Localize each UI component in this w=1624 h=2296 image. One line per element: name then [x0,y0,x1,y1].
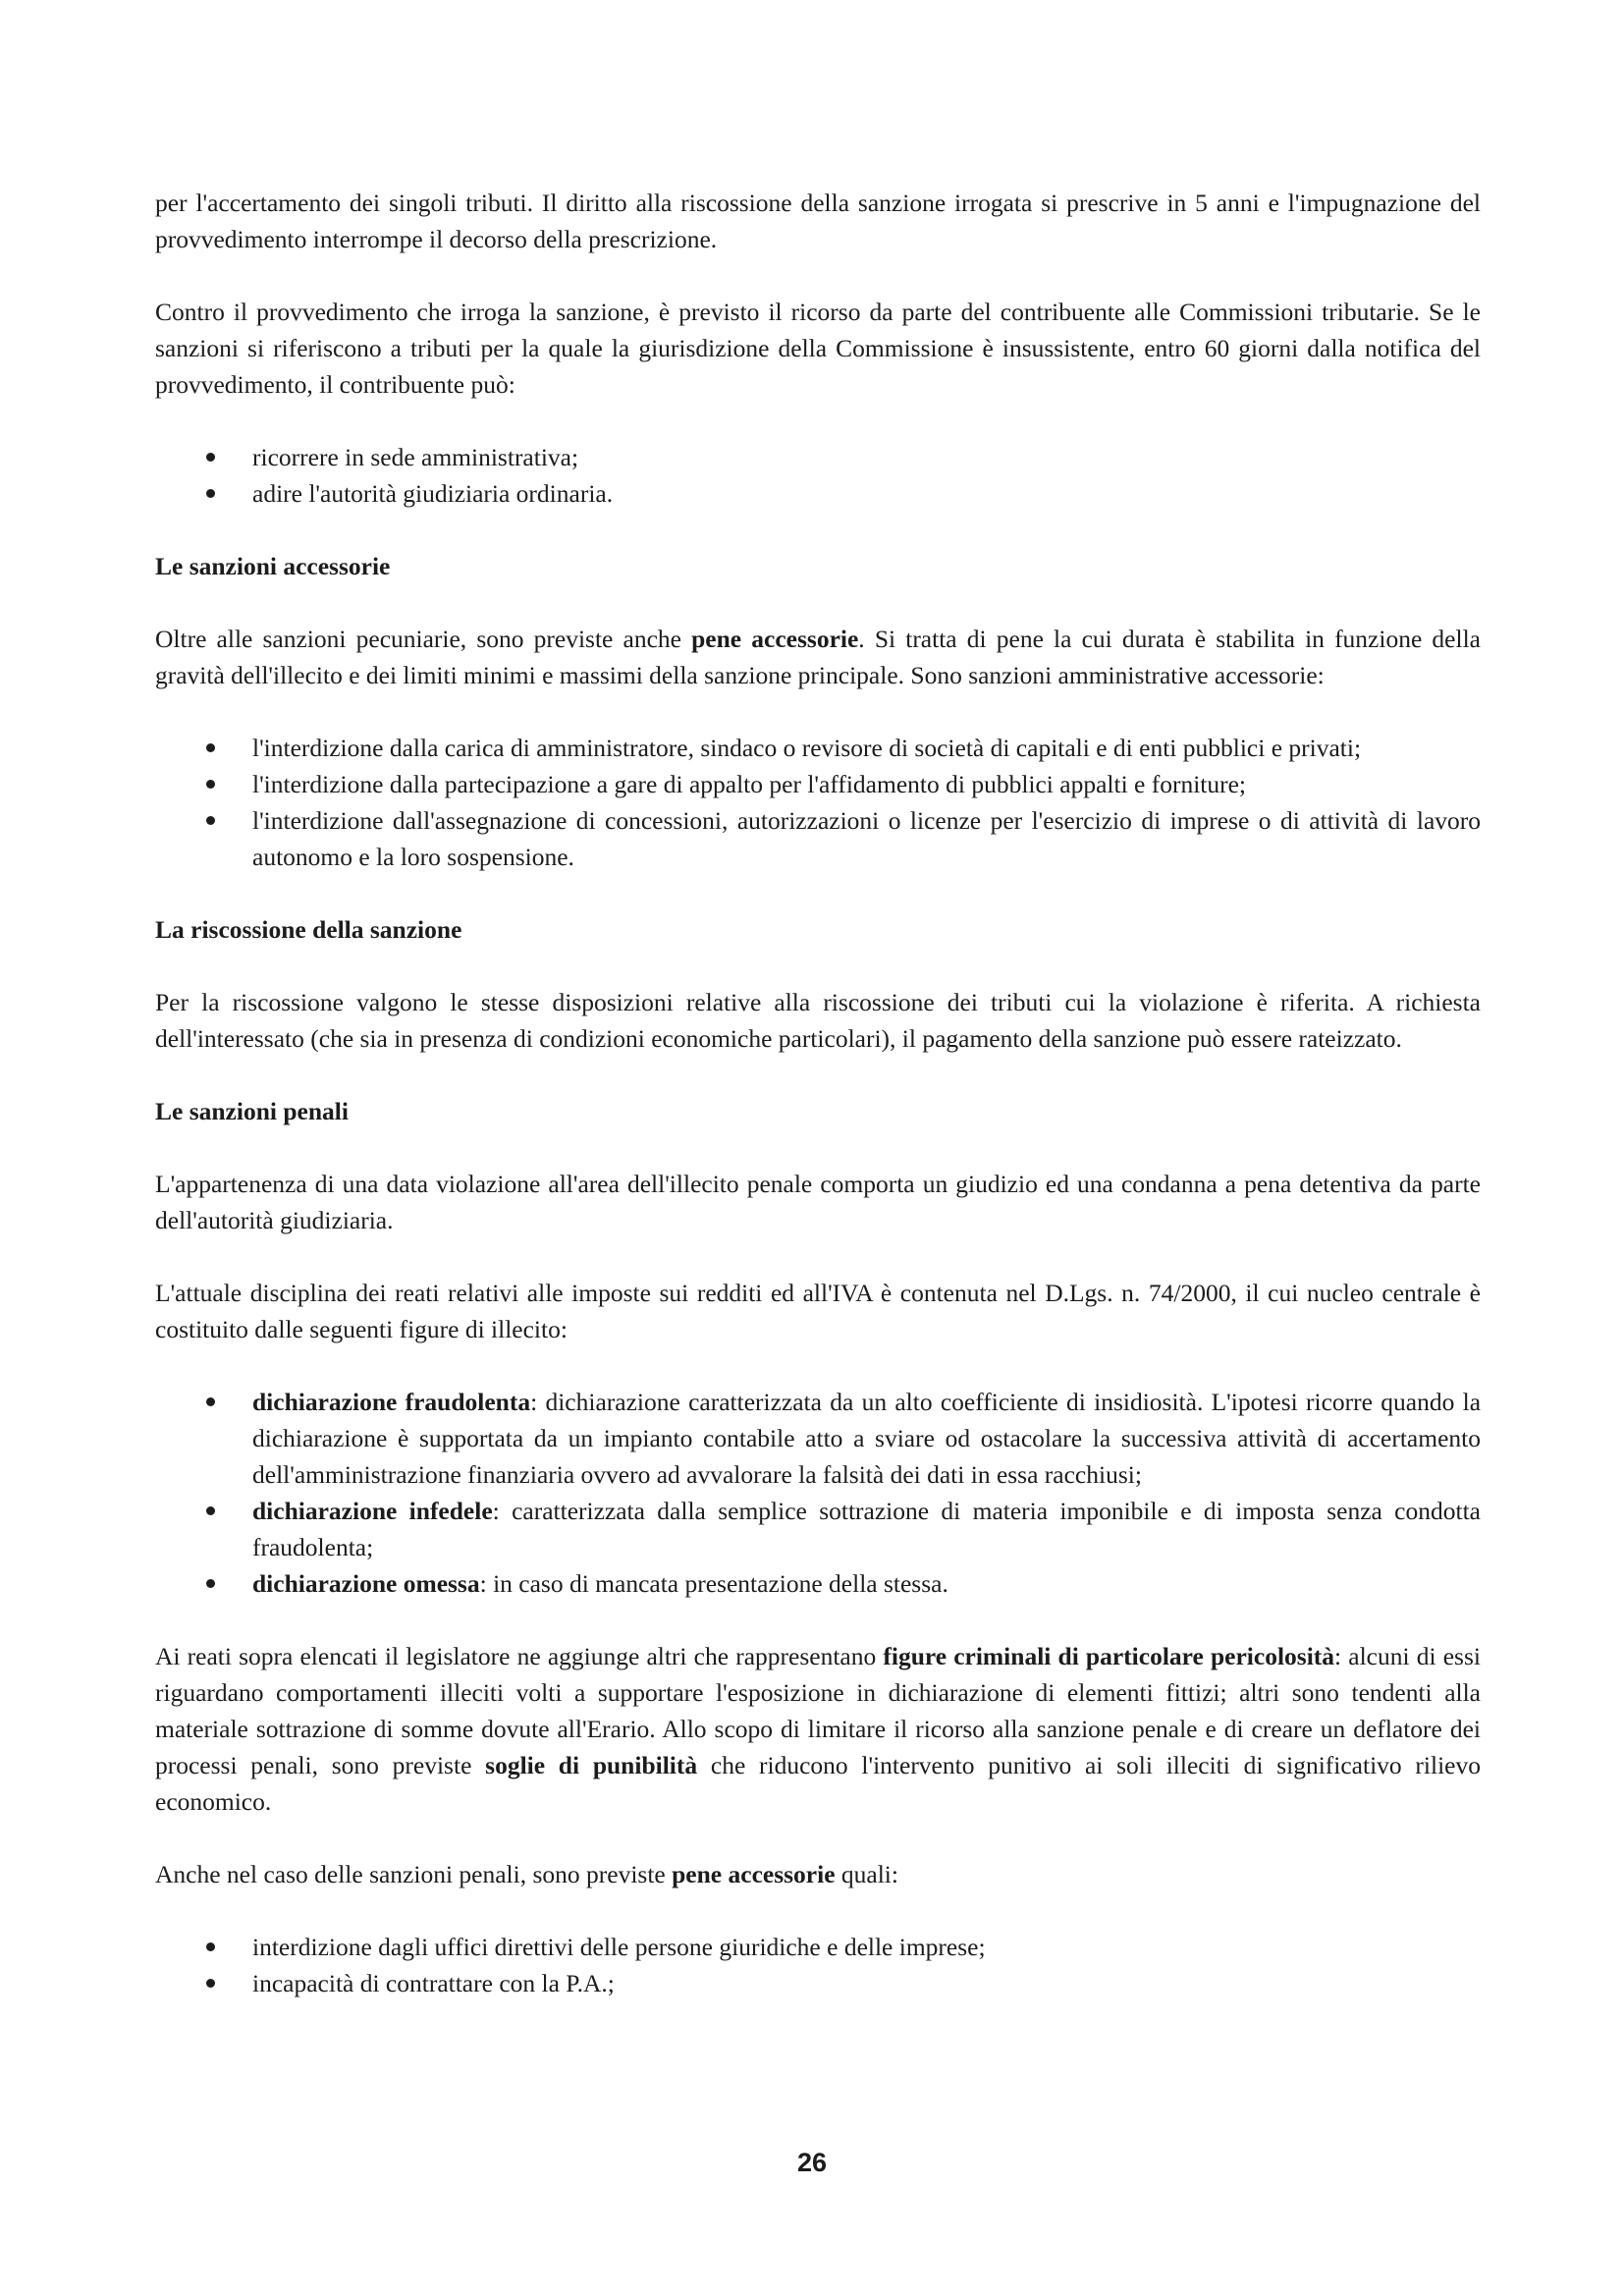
heading-riscossione: La riscossione della sanzione [155,915,462,944]
paragraph-disciplina-reati: L'attuale disciplina dei reati relativi alle imposte sui redditi ed all'IVA è contenuta nel D.Lgs. n. 74/2000, il cui nucleo centrale è costituito dalle seguenti figure di illecito: [155,1279,1481,1343]
list-item: interdizione dagli uffici direttivi delle persone giuridiche e delle imprese; [155,1929,1481,1965]
document-page [155,185,1481,2038]
list-ricorso-options [155,439,1481,512]
paragraph-prescrizione: per l'accertamento dei singoli tributi. Il diritto alla riscossione della sanzione irrogata si prescrive in 5 anni e l'impugnazione del provvedimento interrompe il decorso della prescrizione. [155,189,1481,253]
paragraph-riscossione: Per la riscossione valgono le stesse disposizioni relative alla riscossione dei tributi cui la violazione è riferita. A richiesta dell'interessato (che sia in presenza di condizioni economiche particolari), il pagamento della sanzione può essere rateizzato. [155,988,1481,1053]
list-item: l'interdizione dalla carica di amministratore, sindaco o revisore di società di capitali e di enti pubblici e privati; [155,730,1481,766]
paragraph-figure-criminali: Ai reati sopra elencati il legislatore ne aggiunge altri che rappresentano figure criminali di particolare pericolosità: alcuni di essi riguardano comportamenti illeciti volti a supportare l'esposizione in dichiarazione di elementi fittizi; altri sono tendenti alla materiale sottrazione di somme dovute all'Erario. Allo scopo di limitare il ricorso alla sanzione penale e di creare un deflatore dei processi penali, sono previste soglie di punibilità che riducono l'intervento punitivo ai soli illeciti di significativo rilievo economico. [155,1642,1481,1816]
paragraph-illecito-penale: L'appartenenza di una data violazione all'area dell'illecito penale comporta un giudizio ed una condanna a pena detentiva da parte dell'autorità giudiziaria. [155,1170,1481,1234]
paragraph-pene-accessorie: Oltre alle sanzioni pecuniarie, sono previste anche pene accessorie. Si tratta di pene la cui durata è stabilita in funzione della gravità dell'illecito e dei limiti minimi e massimi della sanzione principale. Sono sanzioni amministrative accessorie: [155,625,1481,689]
heading-sanzioni-accessorie: Le sanzioni accessorie [155,552,391,580]
list-pene-accessorie-penali [155,1929,1481,2001]
list-item: l'interdizione dall'assegnazione di concessioni, autorizzazioni o licenze per l'esercizio di imprese o di attività di lavoro autonomo e la loro sospensione. [155,802,1481,875]
list-item: dichiarazione fraudolenta: dichiarazione caratterizzata da un alto coefficiente di insidiosità. L'ipotesi ricorre quando la dichiarazione è supportata da un impianto contabile atto a sviare od ostacolare la successiva attività di accertamento dell'amministrazione finanziaria ovvero ad avvalorare la falsità dei dati in essa racchiusi; [155,1384,1481,1493]
heading-sanzioni-penali: Le sanzioni penali [155,1097,349,1125]
list-item: ricorrere in sede amministrativa; [155,439,1481,475]
list-sanzioni-accessorie [155,730,1481,875]
list-item: adire l'autorità giudiziaria ordinaria. [155,475,1481,512]
list-item: dichiarazione infedele: caratterizzata dalla semplice sottrazione di materia imponibile e di imposta senza condotta fraudolenta; [155,1493,1481,1565]
paragraph-ricorso: Contro il provvedimento che irroga la sanzione, è previsto il ricorso da parte del contribuente alle Commissioni tributarie. Se le sanzioni si riferiscono a tributi per la quale la giurisdizione della Commissione è insussistente, entro 60 giorni dalla notifica del provvedimento, il contribuente può: [155,298,1481,399]
list-item: dichiarazione omessa: in caso di mancata presentazione della stessa. [155,1565,1481,1602]
paragraph-pene-accessorie-penali: Anche nel caso delle sanzioni penali, sono previste pene accessorie quali: [155,1860,898,1888]
list-figure-illecito [155,1384,1481,1602]
page-number: 26 [796,2148,828,2177]
list-item: l'interdizione dalla partecipazione a gare di appalto per l'affidamento di pubblici appalti e forniture; [155,766,1481,802]
list-item: incapacità di contrattare con la P.A.; [155,1965,1481,2001]
